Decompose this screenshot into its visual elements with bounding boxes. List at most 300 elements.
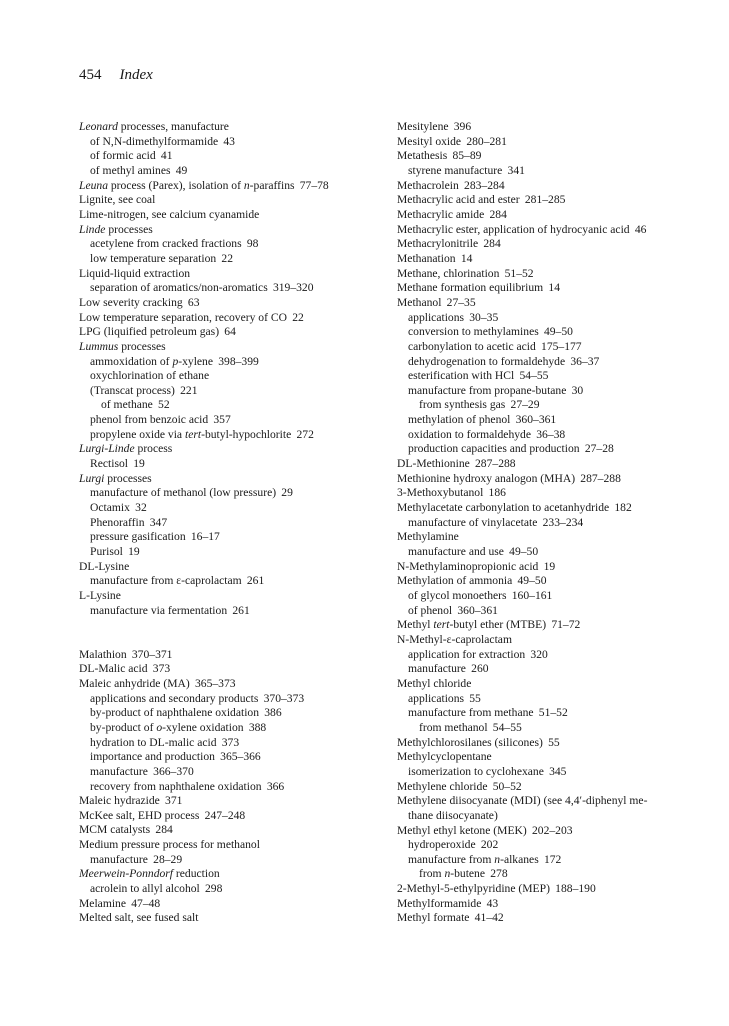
index-term: manufacture and use [408,545,504,559]
page-reference: 341 [507,163,525,177]
index-term: Methanol [397,295,442,309]
index-entry [397,486,687,501]
page-reference: 43 [223,134,235,148]
index-entry [79,267,379,282]
page-header [79,66,153,84]
index-entry [397,355,687,370]
page-reference: 36–37 [570,354,600,368]
index-entry [397,149,687,164]
page-reference: 370–371 [131,647,173,661]
page-reference: 19 [543,559,556,573]
index-entry [397,648,687,663]
index-entry [397,911,687,926]
page-reference: 298 [205,882,223,896]
index-entry [397,677,687,692]
page-reference: 49–50 [543,325,573,339]
index-term: of formic acid [90,149,156,163]
index-term: Methylcyclopentane [397,750,492,764]
index-column-right [397,120,687,926]
index-entry [397,296,687,311]
index-entry [79,164,379,179]
index-term: Lignite, see coal [79,193,156,207]
index-entry [397,692,687,707]
section-gap [79,618,379,647]
index-term: Methyl ethyl ketone (MEK) [397,823,527,837]
page-reference: 386 [264,706,282,720]
index-entry [397,164,687,179]
index-entry [79,120,379,135]
index-term: manufacture [408,662,466,676]
index-entry [79,355,379,370]
index-term: LPG (liquified petroleum gas) [79,325,220,339]
index-term: manufacture of vinylacetate [408,515,538,529]
page-reference: 284 [155,823,173,837]
page-reference: 16–17 [190,530,220,544]
index-entry [79,560,379,575]
index-term: Rectisol [90,457,128,471]
index-entry [79,604,379,619]
index-entry [79,340,379,355]
index-term: esterification with HCl [408,369,515,383]
index-entry [397,193,687,208]
page-reference: 30 [571,383,584,397]
index-term: Purisol [90,545,123,559]
index-entry [397,867,687,882]
index-entry [79,823,379,838]
page-reference: 54–55 [492,720,522,734]
index-term: methylation of phenol [408,413,511,427]
index-entry [79,706,379,721]
index-term: isomerization to cyclohexane [408,764,544,778]
index-entry [79,765,379,780]
index-term: pressure gasification [90,530,186,544]
index-entry [397,721,687,736]
index-entry [397,398,687,413]
index-entry [79,398,379,413]
index-term: from synthesis gas [419,398,506,412]
running-title: Index [119,67,153,83]
index-term: MCM catalysts [79,823,151,837]
index-entry [397,706,687,721]
index-entry [79,662,379,677]
page-reference: 50–52 [492,779,522,793]
page-reference: 36–38 [536,427,566,441]
index-entry [79,296,379,311]
index-term: phenol from benzoic acid [90,413,209,427]
page-reference: 261 [246,574,265,588]
index-term: McKee salt, EHD process [79,808,200,822]
page-reference: 46 [634,222,647,236]
page-reference: 357 [213,413,231,427]
index-term: recovery from naphthalene oxidation [90,779,262,793]
index-term: Methane formation equilibrium [397,281,544,295]
page-reference: 202 [480,838,499,852]
index-term: Mesityl oxide [397,134,462,148]
index-term: carbonylation to acetic acid [408,339,536,353]
index-entry [397,530,687,545]
index-entry [397,428,687,443]
index-term: Linde processes [79,222,153,236]
index-term: separation of aromatics/non-aromatics [90,281,268,295]
page-reference: 54–55 [519,369,549,383]
page-reference: 19 [133,457,145,471]
index-entry [79,867,379,882]
index-term: acetylene from cracked fractions [90,237,242,251]
index-entry [397,618,687,633]
page-reference: 188–190 [555,882,596,896]
index-entry [79,369,379,384]
page-reference: 371 [165,794,183,808]
index-term: thane diisocyanate) [408,808,498,822]
index-term: manufacture from propane-butane [408,383,567,397]
page-reference: 202–203 [531,823,573,837]
page-reference: 221 [180,383,198,397]
index-term: production capacities and production [408,442,580,456]
page-reference: 175–177 [541,339,582,353]
index-term: Maleic anhydride (MA) [79,676,190,690]
page-reference: 47–48 [131,896,161,910]
index-term: Maleic hydrazide [79,794,160,808]
page-reference: 396 [453,120,472,133]
page-reference: 49–50 [509,545,539,559]
index-term: Methylene chloride [397,779,488,793]
index-term: Methylene diisocyanate (MDI) (see 4,4′-diphenyl me- [397,794,648,808]
index-entry [79,589,379,604]
index-term: Methacrylic acid and ester [397,193,520,207]
index-entry [397,135,687,150]
page-reference: 260 [471,662,489,676]
index-column-left [79,120,379,926]
index-term: Methyl tert-butyl ether (MTBE) [397,618,547,632]
index-term: Melted salt, see fused salt [79,911,199,925]
index-entry [397,662,687,677]
page-reference: 182 [614,501,632,515]
page-reference: 280–281 [466,134,507,148]
index-term: Lime-nitrogen, see calcium cyanamide [79,207,260,221]
page-reference: 365–366 [220,750,261,764]
index-term: Methylchlorosilanes (silicones) [397,735,543,749]
index-term: 2-Methyl-5-ethylpyridine (MEP) [397,882,550,896]
index-entry [79,545,379,560]
page-reference: 71–72 [551,618,581,632]
index-entry [397,413,687,428]
index-entry [397,369,687,384]
page-reference: 32 [135,501,147,515]
page-reference: 14 [548,281,560,295]
page-reference: 41–42 [474,911,504,925]
page-reference: 29 [281,486,293,500]
page-reference: 160–161 [511,589,553,602]
index-term: L-Lysine [79,589,121,602]
page-reference: 398–399 [218,354,259,368]
page-reference: 41 [160,149,173,163]
page-reference: 14 [460,251,473,265]
index-entry [79,838,379,853]
index-term: DL-Malic acid [79,662,148,676]
index-term: dehydrogenation to formaldehyde [408,354,566,368]
index-term: Methyl chloride [397,676,472,690]
index-term: manufacture [90,852,148,866]
index-term: by-product of naphthalene oxidation [90,706,260,720]
index-term: oxychlorination of ethane [90,369,210,383]
index-entry [397,179,687,194]
page-reference: 63 [187,295,200,309]
page-reference: 55 [469,691,481,705]
index-term: Meerwein-Ponndorf reduction [79,867,220,881]
page-reference: 85–89 [452,149,482,163]
index-term: (Transcat process) [90,383,175,397]
page-reference: 64 [224,325,236,339]
index-entry [397,589,687,604]
page-reference: 278 [490,867,508,881]
index-term: from methanol [419,720,488,734]
index-entry [79,472,379,487]
index-term: application for extraction [408,647,526,661]
page-reference: 272 [296,427,314,441]
index-entry [397,442,687,457]
index-term: by-product of o-xylene oxidation [90,720,244,734]
page-reference: 49–50 [517,574,547,588]
index-entry [397,457,687,472]
page-reference: 27–35 [446,295,476,309]
index-entry [79,193,379,208]
index-term: ammoxidation of p-xylene [90,354,213,368]
index-term: Lurgi-Linde process [79,442,173,456]
index-entry [397,223,687,238]
page-reference: 320 [530,647,548,661]
index-term: Melamine [79,896,127,910]
page-reference: 77–78 [299,178,329,192]
index-term: Malathion [79,647,127,661]
index-term: Metathesis [397,149,448,163]
index-entry [397,472,687,487]
index-entry [79,750,379,765]
page-reference: 186 [488,486,506,500]
index-term: manufacture [90,764,148,778]
page-reference: 51–52 [538,706,568,720]
index-term: of glycol monoethers [408,589,507,602]
index-entry [79,721,379,736]
index-entry [79,384,379,399]
index-entry [397,736,687,751]
index-term: importance and production [90,750,215,764]
page-reference: 319–320 [272,281,314,295]
page-reference: 22 [292,310,304,324]
page-reference: 233–234 [542,515,584,529]
index-entry [397,237,687,252]
index-term: Lummus processes [79,339,166,353]
index-term: styrene manufacture [408,163,503,177]
index-term: of phenol [408,603,453,617]
index-entry [397,267,687,282]
page-reference: 284 [483,237,501,251]
index-entry [79,413,379,428]
index-term: Low temperature separation, recovery of CO [79,310,287,324]
page-reference: 52 [158,398,170,412]
index-entry [397,574,687,589]
page-reference: 27–28 [584,442,614,456]
index-entry [79,794,379,809]
index-term: Mesitylene [397,120,449,133]
index-term: N-Methylaminopropionic acid [397,559,539,573]
index-entry [397,604,687,619]
index-term: Methylacetate carbonylation to acetanhydride [397,501,610,515]
index-entry [397,281,687,296]
index-term: applications and secondary products [90,691,259,705]
index-entry [397,340,687,355]
page-reference: 287–288 [580,471,621,485]
index-entry [397,838,687,853]
index-term: DL-Methionine [397,457,470,471]
index-entry [79,780,379,795]
index-term: manufacture from methane [408,706,534,720]
index-entry [79,311,379,326]
page-reference: 281–285 [524,193,566,207]
index-entry [79,736,379,751]
index-entry [79,237,379,252]
index-term: applications [408,691,465,705]
index-term: propylene oxide via tert-butyl-hypochlorite [90,427,292,441]
index-term: Methacrolein [397,178,459,192]
index-entry [397,750,687,765]
index-term: Lurgi processes [79,471,152,485]
index-entry [79,252,379,267]
page-reference: 360–361 [515,413,557,427]
index-term: acrolein to allyl alcohol [90,882,200,896]
index-term: applications [408,310,465,324]
index-term: of N,N-dimethylformamide [90,134,219,148]
page-reference: 247–248 [204,808,246,822]
index-term: manufacture from ε-caprolactam [90,574,242,588]
index-entry [79,281,379,296]
page-reference: 370–373 [263,691,305,705]
page-reference: 43 [486,896,499,910]
index-entry [79,574,379,589]
index-entry [79,882,379,897]
page-reference: 388 [248,720,267,734]
index-entry [397,765,687,780]
page-reference: 22 [221,251,234,265]
page-reference: 360–361 [457,603,498,617]
index-entry [397,633,687,648]
page-reference: 30–35 [469,310,499,324]
index-entry [79,692,379,707]
index-entry [79,809,379,824]
index-term: of methane [101,398,153,412]
index-entry [79,325,379,340]
index-entry [397,208,687,223]
index-term: Liquid-liquid extraction [79,266,191,280]
index-term: of methyl amines [90,163,171,177]
index-entry [79,486,379,501]
index-term: Low severity cracking [79,295,183,309]
index-term: low temperature separation [90,251,217,265]
index-term: Methionine hydroxy analogon (MHA) [397,471,576,485]
index-entry [79,135,379,150]
index-entry [397,252,687,267]
index-entry [79,853,379,868]
index-term: Leuna process (Parex), isolation of n-paraffins [79,178,295,192]
page-reference: 19 [128,545,140,559]
index-entry [79,149,379,164]
index-term: Leonard processes, manufacture [79,120,229,133]
index-term: oxidation to formaldehyde [408,427,531,441]
page-reference: 98 [246,237,259,251]
page-reference: 284 [489,207,507,221]
index-term: DL-Lysine [79,559,130,573]
page-reference: 28–29 [153,852,183,866]
page-reference: 373 [152,662,171,676]
page-reference: 283–284 [464,178,505,192]
index-entry [397,794,687,809]
index-entry [397,384,687,399]
index-term: manufacture of methanol (low pressure) [90,486,277,500]
page-number: 454 [79,67,102,83]
index-term: Methacrylic ester, application of hydrocyanic acid [397,222,630,236]
index-term: Methyl formate [397,911,470,925]
index-term: Medium pressure process for methanol [79,838,260,852]
page-reference: 55 [548,735,560,749]
page-reference: 366 [266,779,285,793]
index-entry [397,897,687,912]
index-entry [79,208,379,223]
index-entry [397,120,687,135]
index-term: Methanation [397,251,456,265]
index-entry [79,897,379,912]
page-reference: 51–52 [504,266,534,280]
index-entry [397,325,687,340]
index-entry [79,179,379,194]
index-term: manufacture via fermentation [90,603,228,617]
index-entry [397,824,687,839]
index-entry [79,677,379,692]
index-entry [397,809,687,824]
index-entry [397,882,687,897]
page-reference: 172 [543,852,562,866]
index-entry [79,648,379,663]
index-term: Methacrylic amide [397,207,485,221]
page-reference: 287–288 [475,457,516,471]
index-entry [79,911,379,926]
index-entry [397,560,687,575]
index-entry [79,442,379,457]
index-term: hydration to DL-malic acid [90,735,217,749]
index-term: manufacture from n-alkanes [408,852,539,866]
page-reference: 261 [232,603,250,617]
index-term: Phenoraffin [90,515,145,529]
index-entry [79,501,379,516]
index-entry [79,516,379,531]
index-term: from n-butene [419,867,485,881]
index-term: N-Methyl-ε-caprolactam [397,632,512,646]
index-entry [397,501,687,516]
index-term: Methane, chlorination [397,266,500,280]
index-entry [397,311,687,326]
index-term: Methylamine [397,530,459,544]
index-entry [79,530,379,545]
page-reference: 345 [549,764,567,778]
index-entry [79,428,379,443]
index-term: Methylation of ammonia [397,574,513,588]
index-term: conversion to methylamines [408,325,539,339]
page-reference: 27–29 [510,398,540,412]
index-entry [397,545,687,560]
index-entry [397,516,687,531]
index-term: 3-Methoxybutanol [397,486,484,500]
index-term: Methylformamide [397,896,482,910]
index-entry [79,223,379,238]
index-entry [397,853,687,868]
